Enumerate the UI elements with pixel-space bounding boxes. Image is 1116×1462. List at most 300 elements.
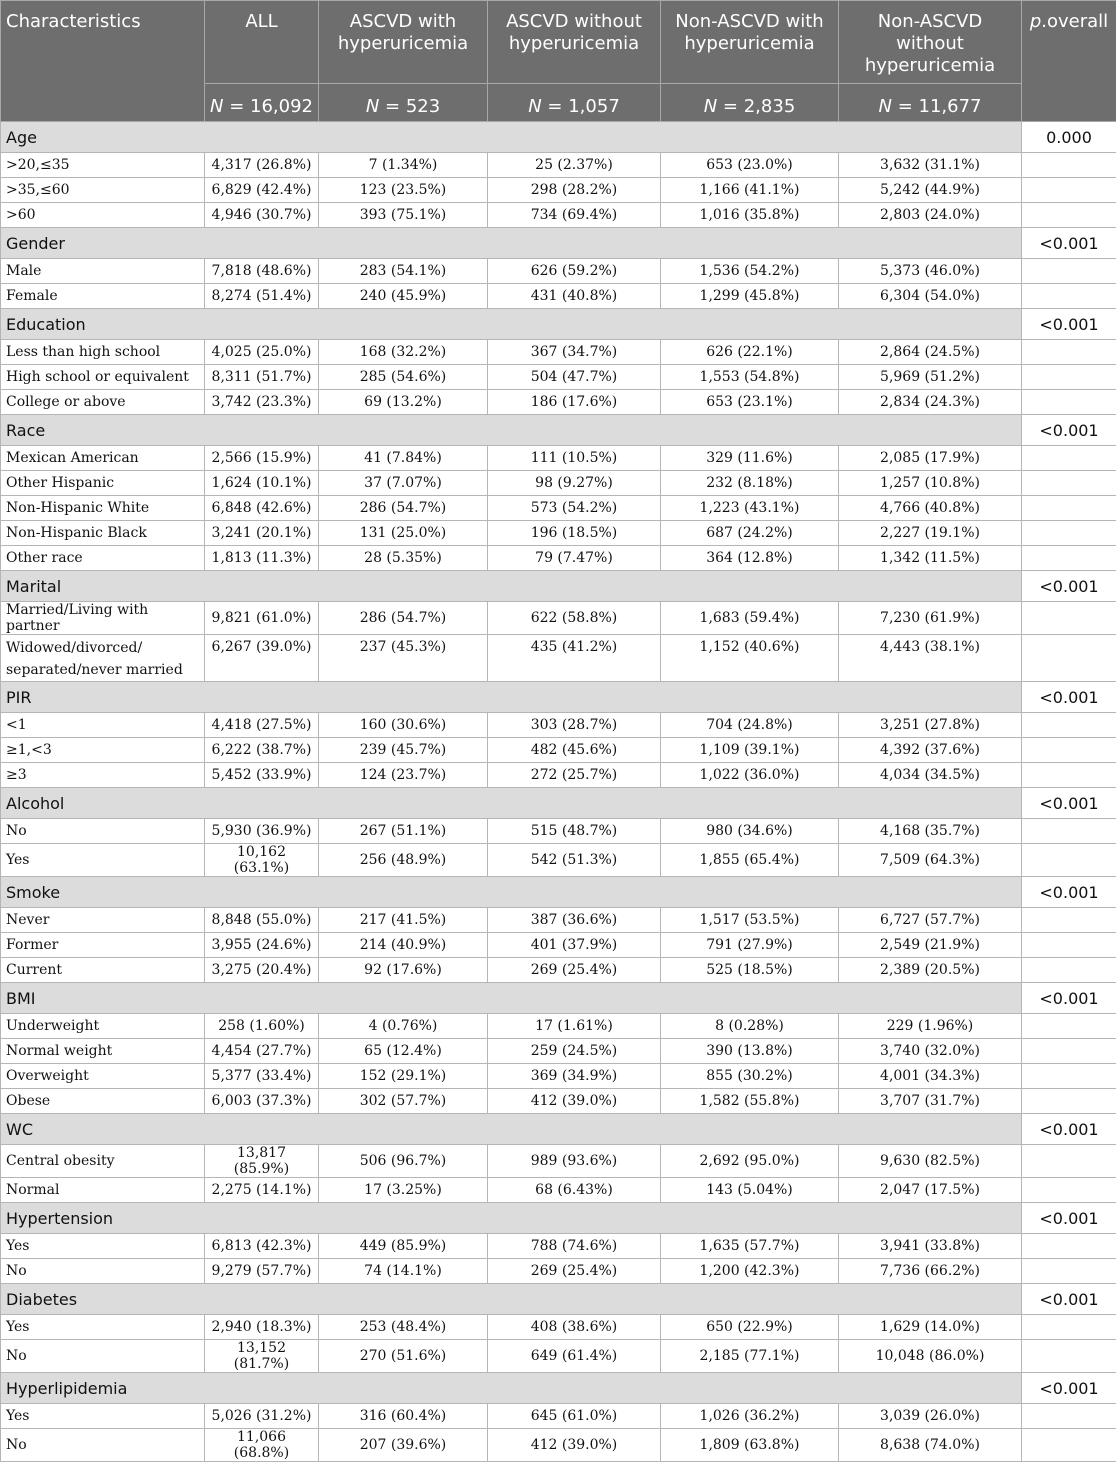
row-value: 791 (27.9%): [661, 933, 839, 958]
row-value: 5,930 (36.9%): [205, 819, 319, 844]
group-name: Hyperlipidemia: [1, 1373, 1022, 1404]
row-value: 256 (48.9%): [319, 844, 488, 877]
row-p-empty: [1022, 958, 1116, 983]
table-row: [1, 521, 1116, 546]
group-name: Alcohol: [1, 788, 1022, 819]
group-name: Education: [1, 309, 1022, 340]
row-label: Underweight: [1, 1014, 205, 1039]
row-p-empty: [1022, 1145, 1116, 1178]
row-value: 369 (34.9%): [488, 1064, 661, 1089]
row-value: 10,162 (63.1%): [205, 844, 319, 877]
row-value: 2,227 (19.1%): [839, 521, 1022, 546]
table-row: [1, 763, 1116, 788]
group-p-value: <0.001: [1022, 1114, 1116, 1145]
group-row-education: [1, 309, 1116, 340]
row-value: 28 (5.35%): [319, 546, 488, 571]
n-equals: =: [542, 96, 569, 117]
row-p-empty: [1022, 153, 1116, 178]
row-value: 37 (7.07%): [319, 471, 488, 496]
group-name: Diabetes: [1, 1284, 1022, 1315]
row-value: 4,418 (27.5%): [205, 713, 319, 738]
group-row-bmi: [1, 983, 1116, 1014]
row-p-empty: [1022, 1315, 1116, 1340]
row-value: 9,630 (82.5%): [839, 1145, 1022, 1178]
row-value: 186 (17.6%): [488, 390, 661, 415]
row-p-empty: [1022, 1429, 1116, 1462]
row-value: 1,200 (42.3%): [661, 1259, 839, 1284]
table-row: [1, 1404, 1116, 1429]
row-p-empty: [1022, 1259, 1116, 1284]
n-equals: =: [379, 96, 406, 117]
row-label: Less than high school: [1, 340, 205, 365]
row-p-empty: [1022, 1234, 1116, 1259]
group-p-value: <0.001: [1022, 571, 1116, 602]
row-value: 435 (41.2%): [488, 635, 661, 682]
table-row: [1, 844, 1116, 877]
table-row: [1, 496, 1116, 521]
table-row: [1, 713, 1116, 738]
row-value: 8 (0.28%): [661, 1014, 839, 1039]
table-row: [1, 635, 1116, 682]
table-row: [1, 1429, 1116, 1462]
group-p-value: <0.001: [1022, 1203, 1116, 1234]
row-value: 10,048 (86.0%): [839, 1340, 1022, 1373]
row-label: >35,≤60: [1, 178, 205, 203]
row-value: 4,766 (40.8%): [839, 496, 1022, 521]
p-suffix: .overall: [1041, 11, 1108, 32]
row-value: 1,016 (35.8%): [661, 203, 839, 228]
n-equals: =: [717, 96, 744, 117]
group-p-value: <0.001: [1022, 228, 1116, 259]
group-name: WC: [1, 1114, 1022, 1145]
group-row-hypertension: [1, 1203, 1116, 1234]
row-value: 506 (96.7%): [319, 1145, 488, 1178]
row-p-empty: [1022, 521, 1116, 546]
row-value: 3,740 (32.0%): [839, 1039, 1022, 1064]
row-label: Former: [1, 933, 205, 958]
row-value: 3,941 (33.8%): [839, 1234, 1022, 1259]
table-row: [1, 738, 1116, 763]
group-name: Hypertension: [1, 1203, 1022, 1234]
row-value: 229 (1.96%): [839, 1014, 1022, 1039]
row-value: 367 (34.7%): [488, 340, 661, 365]
n-label: N: [210, 96, 223, 117]
row-label: Mexican American: [1, 446, 205, 471]
row-value: 4,392 (37.6%): [839, 738, 1022, 763]
table-row: [1, 284, 1116, 309]
header-n-count: [205, 84, 319, 122]
row-label: Never: [1, 908, 205, 933]
table-row: [1, 819, 1116, 844]
row-value: 6,813 (42.3%): [205, 1234, 319, 1259]
row-value: 7,736 (66.2%): [839, 1259, 1022, 1284]
row-label: Female: [1, 284, 205, 309]
row-p-empty: [1022, 738, 1116, 763]
table-row: [1, 546, 1116, 571]
row-value: 286 (54.7%): [319, 602, 488, 635]
row-value: 2,940 (18.3%): [205, 1315, 319, 1340]
row-value: 449 (85.9%): [319, 1234, 488, 1259]
header-characteristics: Characteristics: [1, 1, 205, 122]
table-header: [1, 1, 1116, 122]
row-label: High school or equivalent: [1, 365, 205, 390]
row-value: 240 (45.9%): [319, 284, 488, 309]
row-label: Yes: [1, 844, 205, 877]
row-value: 6,304 (54.0%): [839, 284, 1022, 309]
group-row-diabetes: [1, 1284, 1116, 1315]
row-label: Central obesity: [1, 1145, 205, 1178]
row-p-empty: [1022, 713, 1116, 738]
row-value: 13,817 (85.9%): [205, 1145, 319, 1178]
row-label: Non-Hispanic White: [1, 496, 205, 521]
table-row: [1, 1064, 1116, 1089]
group-p-value: <0.001: [1022, 309, 1116, 340]
row-value: 5,026 (31.2%): [205, 1404, 319, 1429]
table-row: [1, 1178, 1116, 1203]
group-row-alcohol: [1, 788, 1116, 819]
row-value: 4,001 (34.3%): [839, 1064, 1022, 1089]
group-row-age: [1, 122, 1116, 153]
row-value: 152 (29.1%): [319, 1064, 488, 1089]
row-value: 650 (22.9%): [661, 1315, 839, 1340]
table-row: [1, 365, 1116, 390]
group-row-pir: [1, 682, 1116, 713]
group-row-wc: [1, 1114, 1116, 1145]
row-value: 5,969 (51.2%): [839, 365, 1022, 390]
row-label: Yes: [1, 1404, 205, 1429]
header-p-overall: [1022, 1, 1116, 122]
row-value: 9,821 (61.0%): [205, 602, 319, 635]
row-value: 237 (45.3%): [319, 635, 488, 682]
row-value: 1,813 (11.3%): [205, 546, 319, 571]
row-value: 1,026 (36.2%): [661, 1404, 839, 1429]
row-value: 401 (37.9%): [488, 933, 661, 958]
row-p-empty: [1022, 1089, 1116, 1114]
row-value: 1,152 (40.6%): [661, 635, 839, 682]
row-value: 6,727 (57.7%): [839, 908, 1022, 933]
n-value: 523: [406, 96, 440, 117]
row-value: 4,168 (35.7%): [839, 819, 1022, 844]
row-value: 649 (61.4%): [488, 1340, 661, 1373]
row-value: 1,022 (36.0%): [661, 763, 839, 788]
row-value: 704 (24.8%): [661, 713, 839, 738]
row-value: 3,955 (24.6%): [205, 933, 319, 958]
group-row-race: [1, 415, 1116, 446]
row-label: >20,≤35: [1, 153, 205, 178]
row-value: 2,864 (24.5%): [839, 340, 1022, 365]
row-value: 239 (45.7%): [319, 738, 488, 763]
header-title-row: [1, 1, 1116, 84]
row-value: 504 (47.7%): [488, 365, 661, 390]
row-value: 2,185 (77.1%): [661, 1340, 839, 1373]
p-italic: p: [1030, 11, 1041, 32]
row-value: 92 (17.6%): [319, 958, 488, 983]
n-equals: =: [892, 96, 919, 117]
row-value: 25 (2.37%): [488, 153, 661, 178]
group-name: BMI: [1, 983, 1022, 1014]
row-value: 303 (28.7%): [488, 713, 661, 738]
row-value: 267 (51.1%): [319, 819, 488, 844]
row-p-empty: [1022, 763, 1116, 788]
row-p-empty: [1022, 365, 1116, 390]
row-label: No: [1, 1259, 205, 1284]
row-value: 2,085 (17.9%): [839, 446, 1022, 471]
group-name: Smoke: [1, 877, 1022, 908]
table-row: [1, 1234, 1116, 1259]
row-value: 4 (0.76%): [319, 1014, 488, 1039]
row-value: 8,311 (51.7%): [205, 365, 319, 390]
n-label: N: [704, 96, 717, 117]
row-value: 8,274 (51.4%): [205, 284, 319, 309]
row-value: 989 (93.6%): [488, 1145, 661, 1178]
table-row: [1, 1340, 1116, 1373]
row-value: 1,855 (65.4%): [661, 844, 839, 877]
row-value: 302 (57.7%): [319, 1089, 488, 1114]
row-value: 1,109 (39.1%): [661, 738, 839, 763]
row-value: 645 (61.0%): [488, 1404, 661, 1429]
row-p-empty: [1022, 390, 1116, 415]
table-row: [1, 153, 1116, 178]
header-n-count: [661, 84, 839, 122]
row-label: No: [1, 819, 205, 844]
row-value: 143 (5.04%): [661, 1178, 839, 1203]
row-value: 3,742 (23.3%): [205, 390, 319, 415]
row-value: 8,638 (74.0%): [839, 1429, 1022, 1462]
row-label: Other Hispanic: [1, 471, 205, 496]
group-p-value: 0.000: [1022, 122, 1116, 153]
row-value: 412 (39.0%): [488, 1429, 661, 1462]
row-value: 17 (3.25%): [319, 1178, 488, 1203]
group-row-hyperlipidemia: [1, 1373, 1116, 1404]
table-row: [1, 602, 1116, 635]
table-row: [1, 958, 1116, 983]
row-value: 515 (48.7%): [488, 819, 661, 844]
row-value: 316 (60.4%): [319, 1404, 488, 1429]
row-label: Overweight: [1, 1064, 205, 1089]
table-row: [1, 446, 1116, 471]
row-value: 3,241 (20.1%): [205, 521, 319, 546]
row-value: 364 (12.8%): [661, 546, 839, 571]
row-value: 412 (39.0%): [488, 1089, 661, 1114]
header-n-count: [488, 84, 661, 122]
row-value: 393 (75.1%): [319, 203, 488, 228]
row-label: Non-Hispanic Black: [1, 521, 205, 546]
row-value: 4,946 (30.7%): [205, 203, 319, 228]
row-value: 2,389 (20.5%): [839, 958, 1022, 983]
row-value: 653 (23.1%): [661, 390, 839, 415]
table-row: [1, 390, 1116, 415]
group-row-smoke: [1, 877, 1116, 908]
row-value: 258 (1.60%): [205, 1014, 319, 1039]
row-label: Normal weight: [1, 1039, 205, 1064]
row-value: 111 (10.5%): [488, 446, 661, 471]
group-name: Marital: [1, 571, 1022, 602]
row-value: 270 (51.6%): [319, 1340, 488, 1373]
row-value: 2,549 (21.9%): [839, 933, 1022, 958]
row-p-empty: [1022, 1340, 1116, 1373]
row-p-empty: [1022, 1064, 1116, 1089]
row-value: 1,299 (45.8%): [661, 284, 839, 309]
row-value: 390 (13.8%): [661, 1039, 839, 1064]
row-value: 6,003 (37.3%): [205, 1089, 319, 1114]
group-p-value: <0.001: [1022, 415, 1116, 446]
row-value: 2,803 (24.0%): [839, 203, 1022, 228]
row-value: 160 (30.6%): [319, 713, 488, 738]
row-p-empty: [1022, 602, 1116, 635]
row-value: 4,317 (26.8%): [205, 153, 319, 178]
row-value: 286 (54.7%): [319, 496, 488, 521]
row-value: 4,025 (25.0%): [205, 340, 319, 365]
row-value: 7,230 (61.9%): [839, 602, 1022, 635]
n-label: N: [366, 96, 379, 117]
row-value: 2,692 (95.0%): [661, 1145, 839, 1178]
row-p-empty: [1022, 1014, 1116, 1039]
row-value: 329 (11.6%): [661, 446, 839, 471]
n-label: N: [528, 96, 541, 117]
row-value: 1,582 (55.8%): [661, 1089, 839, 1114]
table-row: [1, 1014, 1116, 1039]
row-value: 123 (23.5%): [319, 178, 488, 203]
row-value: 217 (41.5%): [319, 908, 488, 933]
header-ascvd-without-hyperuricemia: ASCVD without hyperuricemia: [488, 1, 661, 84]
table-row: [1, 471, 1116, 496]
row-label: <1: [1, 713, 205, 738]
row-value: 2,566 (15.9%): [205, 446, 319, 471]
row-value: 7,818 (48.6%): [205, 259, 319, 284]
row-label: Yes: [1, 1234, 205, 1259]
row-p-empty: [1022, 340, 1116, 365]
row-value: 283 (54.1%): [319, 259, 488, 284]
group-name: Race: [1, 415, 1022, 446]
row-label: >60: [1, 203, 205, 228]
row-value: 124 (23.7%): [319, 763, 488, 788]
row-label: No: [1, 1429, 205, 1462]
table-row: [1, 1259, 1116, 1284]
n-value: 16,092: [250, 96, 313, 117]
row-value: 4,454 (27.7%): [205, 1039, 319, 1064]
group-row-gender: [1, 228, 1116, 259]
row-value: 232 (8.18%): [661, 471, 839, 496]
row-p-empty: [1022, 1178, 1116, 1203]
row-value: 3,251 (27.8%): [839, 713, 1022, 738]
row-value: 41 (7.84%): [319, 446, 488, 471]
group-p-value: <0.001: [1022, 1284, 1116, 1315]
table-body: [1, 122, 1116, 1462]
row-value: 4,034 (34.5%): [839, 763, 1022, 788]
row-value: 626 (22.1%): [661, 340, 839, 365]
row-label: Married/Living with partner: [1, 602, 205, 635]
row-value: 431 (40.8%): [488, 284, 661, 309]
row-value: 1,809 (63.8%): [661, 1429, 839, 1462]
row-p-empty: [1022, 819, 1116, 844]
row-p-empty: [1022, 1039, 1116, 1064]
row-value: 6,829 (42.4%): [205, 178, 319, 203]
row-value: 1,683 (59.4%): [661, 602, 839, 635]
row-value: 653 (23.0%): [661, 153, 839, 178]
group-name: Age: [1, 122, 1022, 153]
row-value: 6,267 (39.0%): [205, 635, 319, 682]
row-value: 1,257 (10.8%): [839, 471, 1022, 496]
row-value: 207 (39.6%): [319, 1429, 488, 1462]
row-value: 13,152 (81.7%): [205, 1340, 319, 1373]
row-value: 626 (59.2%): [488, 259, 661, 284]
row-value: 3,039 (26.0%): [839, 1404, 1022, 1429]
row-value: 4,443 (38.1%): [839, 635, 1022, 682]
row-value: 74 (14.1%): [319, 1259, 488, 1284]
row-value: 1,629 (14.0%): [839, 1315, 1022, 1340]
row-value: 2,275 (14.1%): [205, 1178, 319, 1203]
group-p-value: <0.001: [1022, 682, 1116, 713]
table-row: [1, 259, 1116, 284]
row-value: 69 (13.2%): [319, 390, 488, 415]
row-value: 1,223 (43.1%): [661, 496, 839, 521]
table-row: [1, 1145, 1116, 1178]
row-value: 68 (6.43%): [488, 1178, 661, 1203]
group-name: PIR: [1, 682, 1022, 713]
row-value: 542 (51.3%): [488, 844, 661, 877]
n-value: 2,835: [744, 96, 796, 117]
n-equals: =: [223, 96, 250, 117]
table-row: [1, 1089, 1116, 1114]
row-value: 1,553 (54.8%): [661, 365, 839, 390]
table-row: [1, 1315, 1116, 1340]
row-value: 259 (24.5%): [488, 1039, 661, 1064]
row-value: 8,848 (55.0%): [205, 908, 319, 933]
row-p-empty: [1022, 259, 1116, 284]
header-non-ascvd-with-hyperuricemia: Non-ASCVD with hyperuricemia: [661, 1, 839, 84]
table-row: [1, 933, 1116, 958]
row-p-empty: [1022, 178, 1116, 203]
row-value: 269 (25.4%): [488, 958, 661, 983]
row-label: ≥3: [1, 763, 205, 788]
row-value: 285 (54.6%): [319, 365, 488, 390]
row-value: 3,632 (31.1%): [839, 153, 1022, 178]
table-row: [1, 1039, 1116, 1064]
row-value: 9,279 (57.7%): [205, 1259, 319, 1284]
row-value: 525 (18.5%): [661, 958, 839, 983]
row-value: 482 (45.6%): [488, 738, 661, 763]
row-label: ≥1,<3: [1, 738, 205, 763]
table-row: [1, 340, 1116, 365]
row-value: 214 (40.9%): [319, 933, 488, 958]
row-p-empty: [1022, 635, 1116, 682]
row-value: 622 (58.8%): [488, 602, 661, 635]
group-p-value: <0.001: [1022, 788, 1116, 819]
row-p-empty: [1022, 471, 1116, 496]
row-value: 1,624 (10.1%): [205, 471, 319, 496]
row-value: 168 (32.2%): [319, 340, 488, 365]
row-value: 408 (38.6%): [488, 1315, 661, 1340]
row-value: 196 (18.5%): [488, 521, 661, 546]
row-value: 2,834 (24.3%): [839, 390, 1022, 415]
row-value: 272 (25.7%): [488, 763, 661, 788]
row-value: 734 (69.4%): [488, 203, 661, 228]
header-n-count: [319, 84, 488, 122]
row-p-empty: [1022, 496, 1116, 521]
row-value: 387 (36.6%): [488, 908, 661, 933]
row-value: 2,047 (17.5%): [839, 1178, 1022, 1203]
header-ascvd-with-hyperuricemia: ASCVD with hyperuricemia: [319, 1, 488, 84]
row-value: 6,222 (38.7%): [205, 738, 319, 763]
group-p-value: <0.001: [1022, 983, 1116, 1014]
row-value: 573 (54.2%): [488, 496, 661, 521]
row-value: 980 (34.6%): [661, 819, 839, 844]
row-value: 1,342 (11.5%): [839, 546, 1022, 571]
table-row: [1, 908, 1116, 933]
header-all: ALL: [205, 1, 319, 84]
row-value: 298 (28.2%): [488, 178, 661, 203]
row-value: 253 (48.4%): [319, 1315, 488, 1340]
